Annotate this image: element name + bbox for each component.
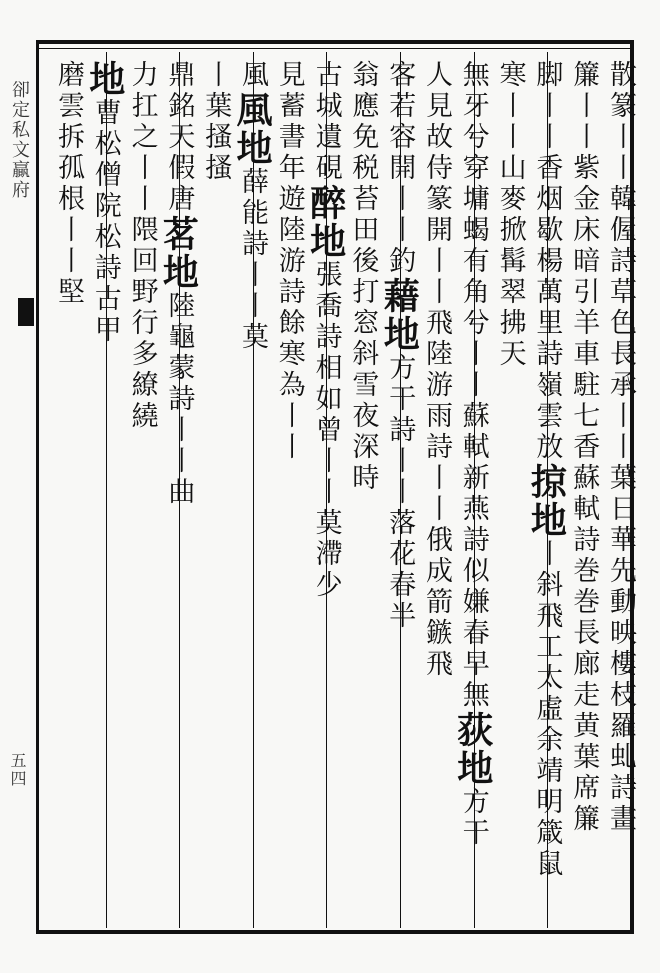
column-text: 力扛之丨丨 — [126, 60, 158, 215]
column-text: 後打窓斜雪夜深時 — [347, 246, 379, 494]
column-text: 翁應免税苔田 — [347, 60, 379, 246]
left-border-rule — [36, 40, 39, 934]
headword: 茗地 — [157, 215, 200, 291]
column-text: 古城遺硯 — [310, 60, 342, 184]
text-column — [40, 60, 96, 920]
column-text: 磨雲拆孤根丨丨堅 — [53, 60, 84, 308]
top-border-rule — [36, 40, 634, 44]
headword: 醉地 — [304, 184, 347, 260]
column-text: 方干 — [457, 787, 489, 849]
headword: 地 — [83, 60, 126, 98]
headword: 藉地 — [378, 277, 421, 353]
column-text: 曹松僧院松詩古甲 — [89, 98, 121, 346]
column-text: 丨斜飛工太虛余靖明箴鼠 — [531, 539, 563, 880]
column-text: 方干詩丨丨落花春半 — [384, 353, 416, 632]
column-text: 陸龜蒙詩丨丨曲 — [163, 291, 195, 508]
column-text: 寒丨丨山麥掀髯翠拂天 — [494, 60, 526, 370]
column-text: 見蓄書 — [273, 60, 305, 153]
column-text: 隈回野行多繚繞 — [126, 215, 158, 432]
column-text: 鼎銘天假唐 — [163, 60, 195, 215]
headword: 風地 — [231, 91, 273, 167]
column-text: 人見故侍篆開丨丨飛陸游雨詩丨丨俄成箭鏃飛 — [421, 60, 452, 680]
column-text: 無牙兮穿墉蝎有角兮丨丨蘇軾新燕詩似嫌春早無 — [457, 60, 489, 711]
headword: 荻地 — [451, 711, 494, 787]
column-text: 年遊陸游詩餘寒為丨丨 — [273, 153, 305, 463]
column-text: 簾丨丨紫金床暗引羊車駐七香蘇軾詩巻巻長廊走黄葉席簾 — [568, 60, 600, 835]
column-text: 散篆丨丨韓偓詩草色長承丨丨葉日華先動映樓枝羅虬詩畫 — [605, 60, 636, 835]
column-text: 張喬詩相如曾丨丨莫滯少 — [310, 260, 342, 601]
margin-black-marker — [18, 298, 34, 326]
column-text: 客若容開丨丨釣 — [384, 60, 416, 277]
folio-number: 五四 — [8, 752, 27, 788]
column-text: 薛能詩丨丨莫 — [237, 167, 268, 353]
column-text: 脚丨丨香烟歇楊萬里詩嶺雲放 — [531, 60, 563, 463]
top-border-inner-rule — [36, 48, 634, 49]
bottom-border-rule — [36, 930, 634, 934]
column-text: 丨葉搔搔 — [200, 60, 232, 184]
headword: 掠地 — [525, 463, 568, 539]
margin-strip-text: 卻定私文贏府 — [9, 80, 30, 200]
column-text: 風 — [237, 60, 268, 91]
